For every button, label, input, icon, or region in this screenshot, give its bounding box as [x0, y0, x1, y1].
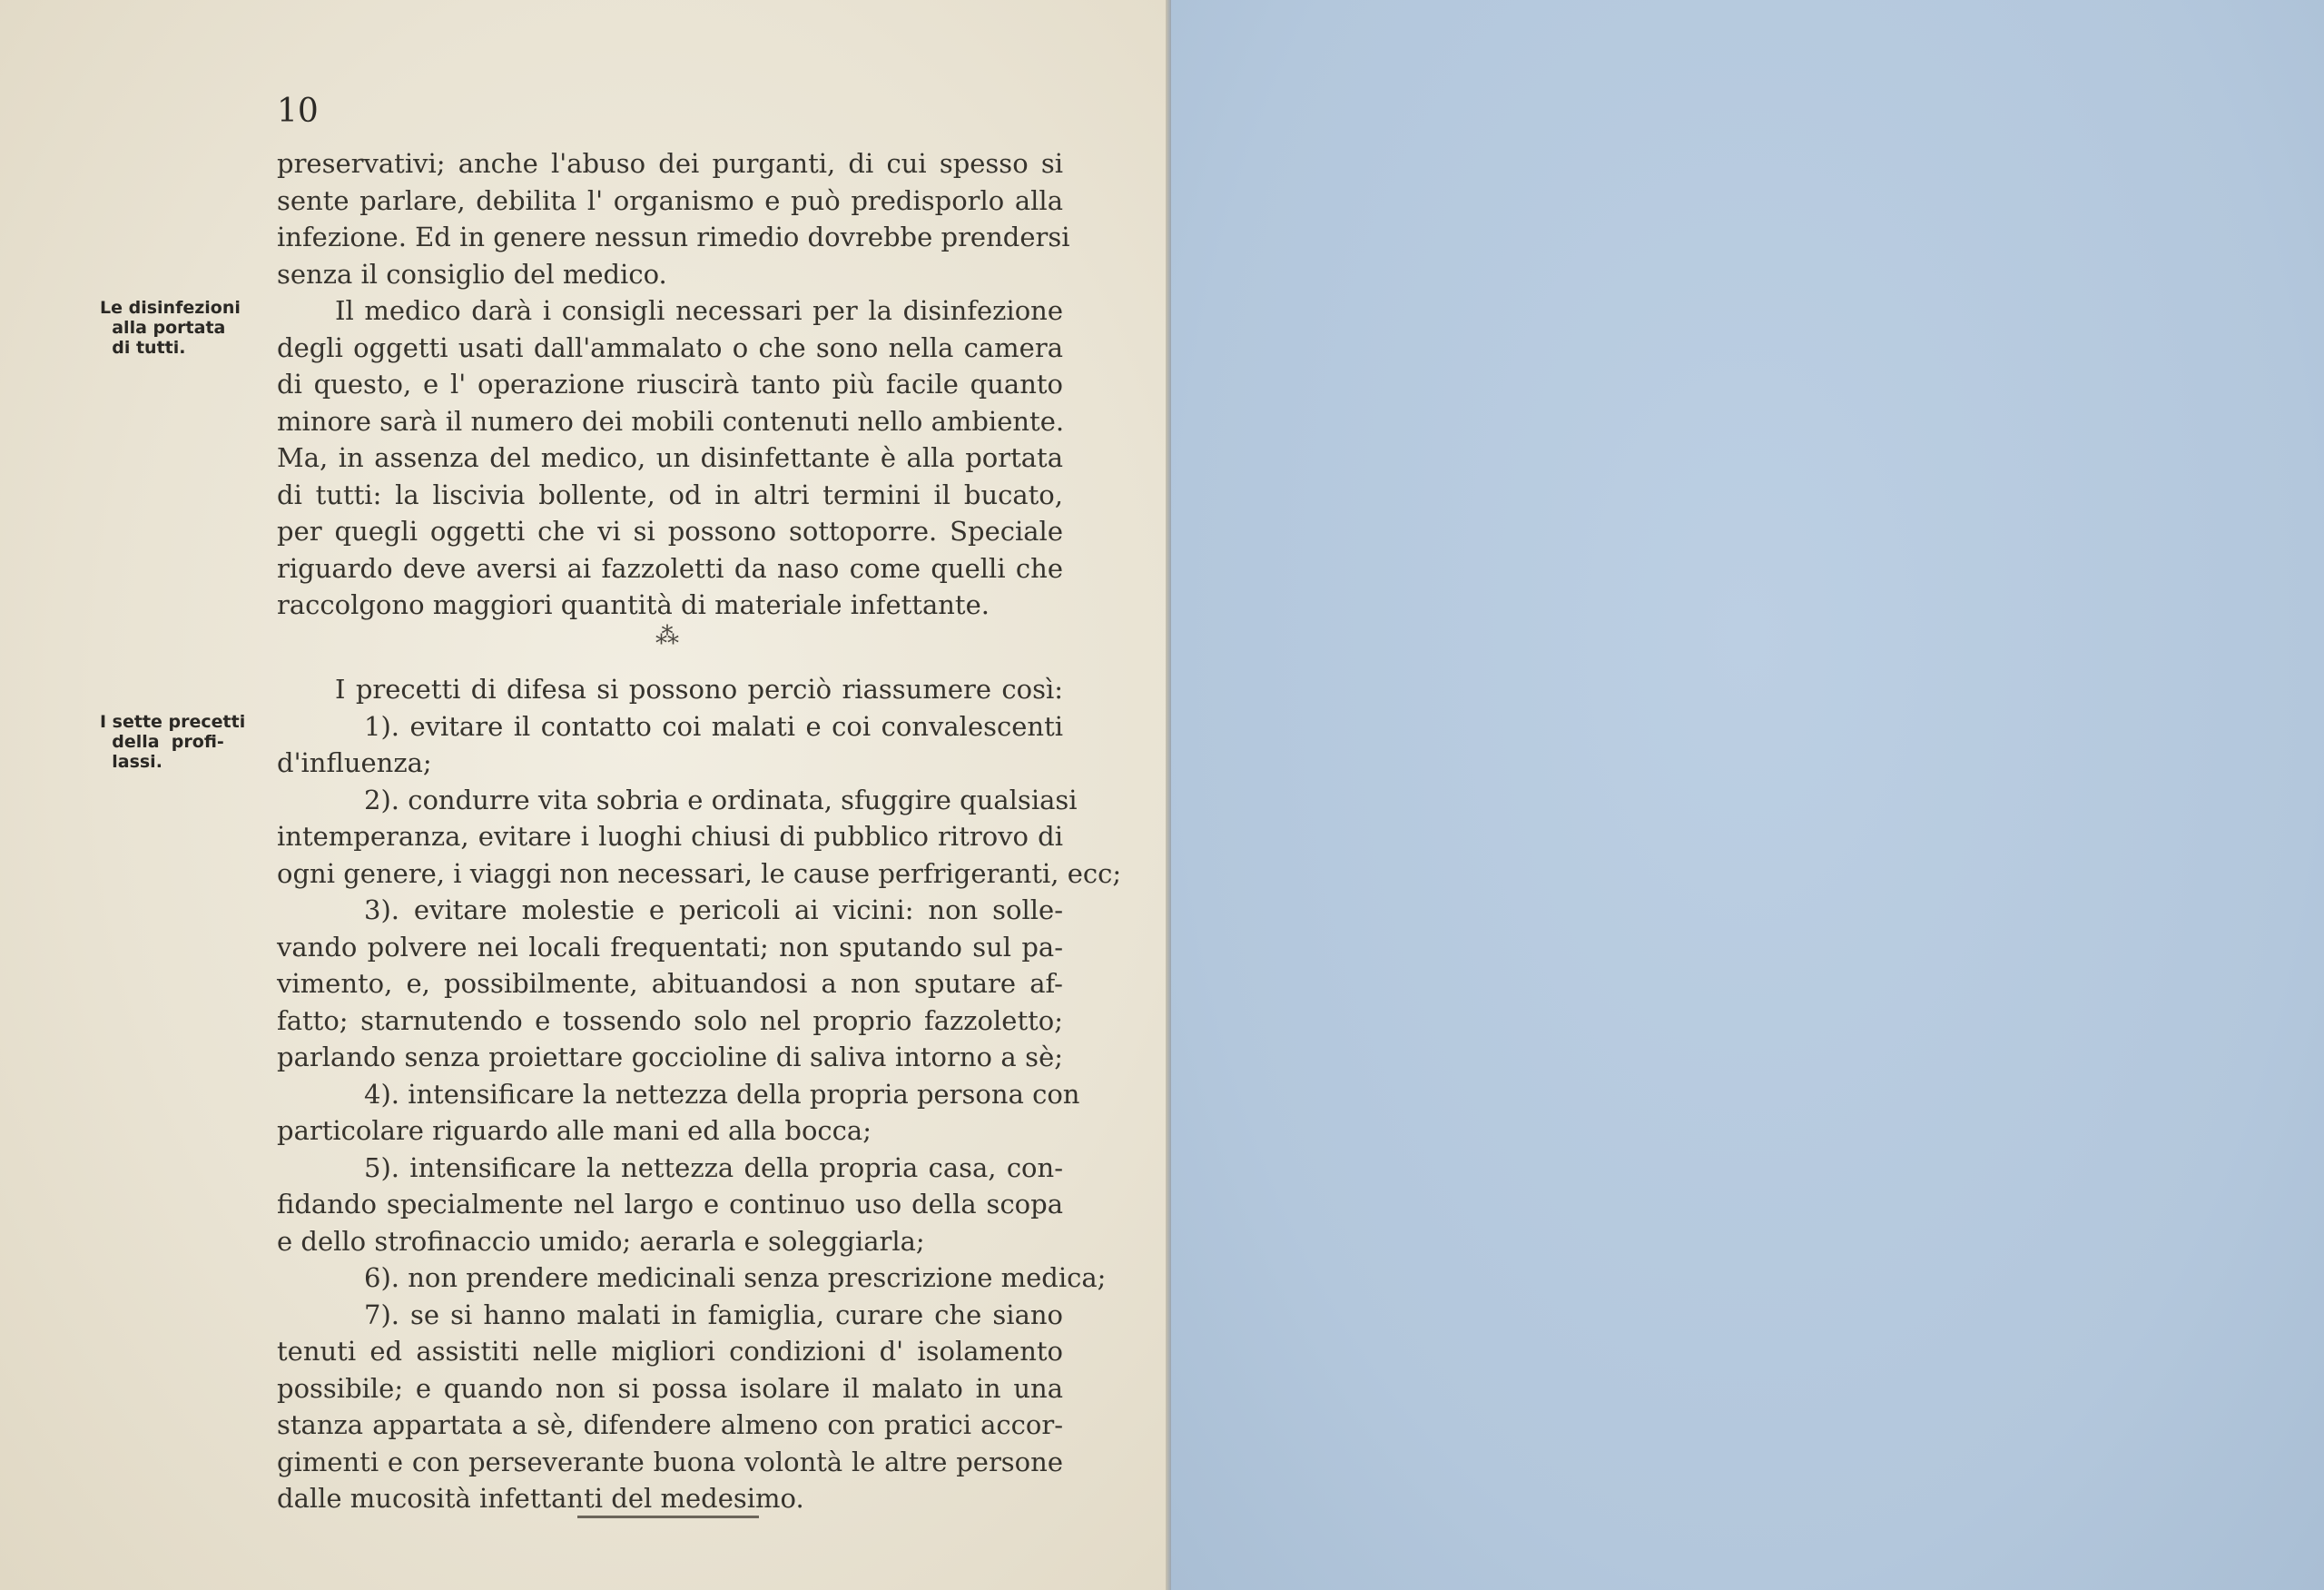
text-line: stanza appartata a sè, difendere almeno con pratici accor-	[277, 1409, 1063, 1440]
text-line: 2). condurre vita sobria e ordinata, sfuggire qualsiasi	[364, 784, 1078, 815]
text-line: degli oggetti usati dall'ammalato o che sono nella camera	[277, 331, 1063, 363]
text-line: vimento, e, possibilmente, abituandosi a non sputare af-	[277, 968, 1063, 999]
text-line: Ma, in assenza del medico, un disinfettante è alla portata	[277, 442, 1063, 473]
margin-note-line: alla portata	[100, 318, 226, 338]
text-line: preservativi; anche l'abuso dei purganti, di cui spesso si	[277, 148, 1063, 179]
end-rule	[577, 1516, 759, 1518]
text-line: riguardo deve aversi ai fazzoletti da naso come quelli che	[277, 552, 1063, 584]
text-line: possibile; e quando non si possa isolare il malato in una	[277, 1372, 1063, 1404]
text-line: di questo, e l' operazione riuscirà tanto più facile quanto	[277, 369, 1063, 400]
text-line: senza il consiglio del medico.	[277, 258, 667, 290]
text-line: 6). non prendere medicinali senza prescrizione medica;	[364, 1262, 1107, 1293]
text-line: minore sarà il numero dei mobili contenuti nello ambiente.	[277, 405, 1065, 437]
text-line: di tutti: la liscivia bollente, od in altri termini il bucato,	[277, 479, 1063, 510]
text-line: ogni genere, i viaggi non necessari, le cause perfrigeranti, ecc;	[277, 857, 1122, 889]
margin-note-line: lassi.	[100, 752, 162, 772]
margin-note-line: I sette precetti	[100, 712, 246, 732]
text-line: fidando specialmente nel largo e continuo uso della scopa	[277, 1189, 1063, 1220]
margin-note-disinfezioni	[100, 298, 241, 358]
text-line: d'influenza;	[277, 747, 432, 778]
text-line: 1). evitare il contatto coi malati e coi convalescenti	[364, 710, 1063, 742]
text-line: particolare riguardo alle mani ed alla bocca;	[277, 1115, 872, 1146]
text-line: raccolgono maggiori quantità di materiale infettante.	[277, 589, 990, 620]
text-line: Il medico darà i consigli necessari per la disinfezione	[335, 295, 1063, 326]
text-line: parlando senza proiettare goccioline di saliva intorno a sè;	[277, 1042, 1063, 1072]
margin-note-line: di tutti.	[100, 338, 186, 358]
margin-note-line: della profi-	[100, 732, 224, 752]
asterism-divider: ⁂	[655, 623, 679, 650]
body-text-top	[277, 145, 1070, 624]
text-line: 5). intensificare la nettezza della propria casa, con-	[364, 1151, 1063, 1183]
text-line: I precetti di difesa si possono perciò riassumere così:	[335, 674, 1063, 705]
text-line: dalle mucosità infettanti del medesimo.	[277, 1483, 804, 1514]
text-line: tenuti ed assistiti nelle migliori condizioni d' isolamento	[277, 1336, 1063, 1367]
right-page-blank	[1171, 0, 2324, 1590]
page-number: 10	[277, 93, 319, 130]
margin-note-line: Le disinfezioni	[100, 298, 241, 318]
text-line: 7). se si hanno malati in famiglia, curare che siano	[364, 1299, 1063, 1330]
text-line: intemperanza, evitare i luoghi chiusi di pubblico ritrovo di	[277, 821, 1063, 852]
text-line: infezione. Ed in genere nessun rimedio dovrebbe prendersi	[277, 222, 1070, 252]
text-line: 4). intensificare la nettezza della propria persona con	[364, 1078, 1080, 1110]
text-line: sente parlare, debilita l' organismo e può predisporlo alla	[277, 184, 1063, 216]
text-line: gimenti e con perseverante buona volontà le altre persone	[277, 1446, 1063, 1477]
body-text-precepts	[277, 671, 1122, 1517]
margin-note-precetti	[100, 712, 245, 772]
text-line: fatto; starnutendo e tossendo solo nel proprio fazzoletto;	[277, 1004, 1063, 1036]
text-line: e dello strofinaccio umido; aerarla e soleggiarla;	[277, 1225, 925, 1257]
text-line: 3). evitare molestie e pericoli ai vicini: non solle-	[364, 894, 1063, 925]
text-line: per quegli oggetti che vi si possono sottoporre. Speciale	[277, 516, 1063, 547]
text-line: vando polvere nei locali frequentati; non sputando sul pa-	[277, 931, 1063, 963]
